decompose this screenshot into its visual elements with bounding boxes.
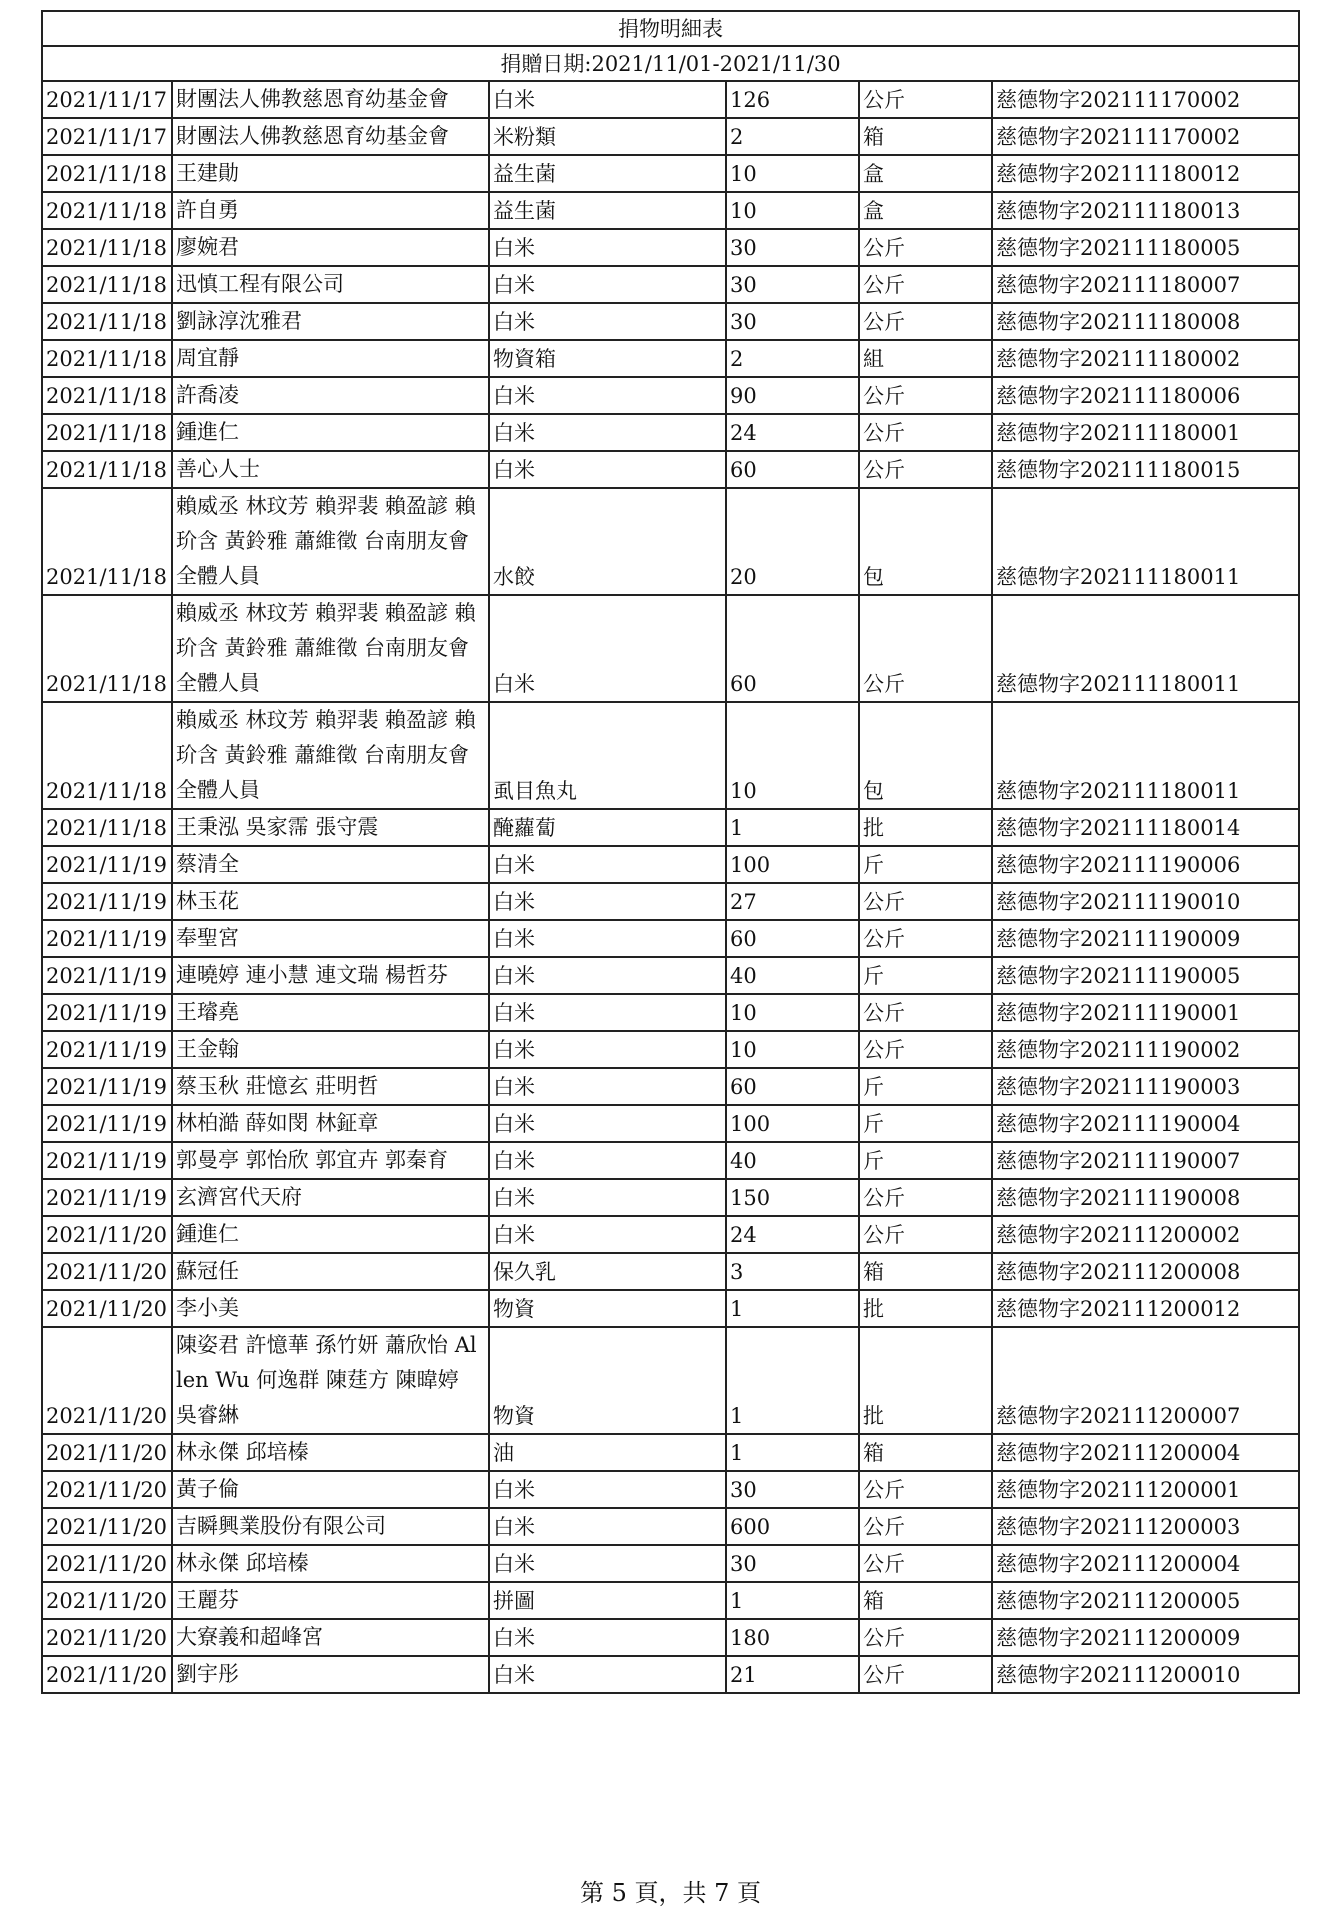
table-row <box>42 488 1299 595</box>
quantity-cell: 10 <box>726 192 859 229</box>
date-cell: 2021/11/20 <box>42 1656 172 1693</box>
donor-cell: 賴威丞 林玟芳 賴羿裴 賴盈諺 賴玠含 黃鈴雅 蕭維徵 台南朋友會全體人員 <box>172 488 489 595</box>
unit-cell: 公斤 <box>859 303 992 340</box>
date-cell: 2021/11/20 <box>42 1434 172 1471</box>
unit-cell: 箱 <box>859 118 992 155</box>
date-cell: 2021/11/19 <box>42 1105 172 1142</box>
quantity-cell: 30 <box>726 1545 859 1582</box>
item-cell: 白米 <box>489 81 726 118</box>
unit-cell: 公斤 <box>859 1545 992 1582</box>
item-cell: 白米 <box>489 1216 726 1253</box>
item-cell: 拼圖 <box>489 1582 726 1619</box>
donor-cell: 廖婉君 <box>172 229 489 266</box>
unit-cell: 箱 <box>859 1582 992 1619</box>
item-cell: 白米 <box>489 266 726 303</box>
quantity-cell: 100 <box>726 846 859 883</box>
donor-cell: 蔡清全 <box>172 846 489 883</box>
unit-cell: 公斤 <box>859 1216 992 1253</box>
item-cell: 白米 <box>489 1508 726 1545</box>
donor-cell: 奉聖宮 <box>172 920 489 957</box>
date-cell: 2021/11/20 <box>42 1216 172 1253</box>
table-row <box>42 377 1299 414</box>
receipt-no-cell: 慈德物字202111190006 <box>992 846 1299 883</box>
item-cell: 白米 <box>489 1105 726 1142</box>
item-cell: 白米 <box>489 1619 726 1656</box>
quantity-cell: 60 <box>726 1068 859 1105</box>
unit-cell: 公斤 <box>859 414 992 451</box>
quantity-cell: 24 <box>726 414 859 451</box>
date-cell: 2021/11/19 <box>42 1142 172 1179</box>
table-row <box>42 702 1299 809</box>
donor-cell: 王璿堯 <box>172 994 489 1031</box>
item-cell: 白米 <box>489 1142 726 1179</box>
table-row <box>42 303 1299 340</box>
table-row <box>42 229 1299 266</box>
table-row <box>42 1179 1299 1216</box>
quantity-cell: 60 <box>726 595 859 702</box>
quantity-cell: 60 <box>726 451 859 488</box>
table-row <box>42 809 1299 846</box>
donor-cell: 林玉花 <box>172 883 489 920</box>
quantity-cell: 30 <box>726 266 859 303</box>
quantity-cell: 10 <box>726 155 859 192</box>
title-row <box>42 11 1299 46</box>
donor-cell: 連曉婷 連小慧 連文瑞 楊哲芬 <box>172 957 489 994</box>
receipt-no-cell: 慈德物字202111200007 <box>992 1327 1299 1434</box>
unit-cell: 公斤 <box>859 1619 992 1656</box>
quantity-cell: 100 <box>726 1105 859 1142</box>
unit-cell: 公斤 <box>859 229 992 266</box>
receipt-no-cell: 慈德物字202111190005 <box>992 957 1299 994</box>
quantity-cell: 3 <box>726 1253 859 1290</box>
receipt-no-cell: 慈德物字202111170002 <box>992 81 1299 118</box>
donor-cell: 許喬凌 <box>172 377 489 414</box>
item-cell: 白米 <box>489 451 726 488</box>
item-cell: 白米 <box>489 303 726 340</box>
quantity-cell: 40 <box>726 957 859 994</box>
item-cell: 白米 <box>489 1656 726 1693</box>
unit-cell: 公斤 <box>859 994 992 1031</box>
donor-cell: 王建勛 <box>172 155 489 192</box>
item-cell: 益生菌 <box>489 155 726 192</box>
quantity-cell: 2 <box>726 340 859 377</box>
item-cell: 白米 <box>489 1031 726 1068</box>
receipt-no-cell: 慈德物字202111200005 <box>992 1582 1299 1619</box>
quantity-cell: 30 <box>726 1471 859 1508</box>
receipt-no-cell: 慈德物字202111180011 <box>992 488 1299 595</box>
donor-cell: 許自勇 <box>172 192 489 229</box>
date-cell: 2021/11/19 <box>42 846 172 883</box>
receipt-no-cell: 慈德物字202111180001 <box>992 414 1299 451</box>
table-row <box>42 1619 1299 1656</box>
date-cell: 2021/11/18 <box>42 229 172 266</box>
receipt-no-cell: 慈德物字202111180014 <box>992 809 1299 846</box>
table-row <box>42 1434 1299 1471</box>
item-cell: 白米 <box>489 1471 726 1508</box>
quantity-cell: 27 <box>726 883 859 920</box>
table-row <box>42 1105 1299 1142</box>
unit-cell: 包 <box>859 488 992 595</box>
table-row <box>42 920 1299 957</box>
item-cell: 米粉類 <box>489 118 726 155</box>
table-row <box>42 1582 1299 1619</box>
date-cell: 2021/11/18 <box>42 192 172 229</box>
quantity-cell: 60 <box>726 920 859 957</box>
item-cell: 白米 <box>489 229 726 266</box>
unit-cell: 公斤 <box>859 1471 992 1508</box>
receipt-no-cell: 慈德物字202111200004 <box>992 1545 1299 1582</box>
quantity-cell: 1 <box>726 1434 859 1471</box>
date-cell: 2021/11/18 <box>42 377 172 414</box>
receipt-no-cell: 慈德物字202111180012 <box>992 155 1299 192</box>
table-row <box>42 155 1299 192</box>
date-cell: 2021/11/20 <box>42 1253 172 1290</box>
receipt-no-cell: 慈德物字202111170002 <box>992 118 1299 155</box>
date-range-row <box>42 46 1299 81</box>
unit-cell: 批 <box>859 1290 992 1327</box>
unit-cell: 箱 <box>859 1253 992 1290</box>
table-row <box>42 994 1299 1031</box>
unit-cell: 斤 <box>859 1105 992 1142</box>
quantity-cell: 180 <box>726 1619 859 1656</box>
page-number: 第 5 頁，共 7 頁 <box>579 1879 762 1907</box>
item-cell: 虱目魚丸 <box>489 702 726 809</box>
item-cell: 物資 <box>489 1327 726 1434</box>
receipt-no-cell: 慈德物字202111190002 <box>992 1031 1299 1068</box>
donor-cell: 周宜靜 <box>172 340 489 377</box>
date-cell: 2021/11/20 <box>42 1545 172 1582</box>
unit-cell: 斤 <box>859 1068 992 1105</box>
unit-cell: 公斤 <box>859 377 992 414</box>
item-cell: 白米 <box>489 595 726 702</box>
table-row <box>42 1031 1299 1068</box>
table-row <box>42 1508 1299 1545</box>
date-cell: 2021/11/19 <box>42 883 172 920</box>
date-cell: 2021/11/18 <box>42 340 172 377</box>
receipt-no-cell: 慈德物字202111200003 <box>992 1508 1299 1545</box>
donor-cell: 蔡玉秋 莊憶玄 莊明哲 <box>172 1068 489 1105</box>
date-cell: 2021/11/18 <box>42 266 172 303</box>
item-cell: 白米 <box>489 414 726 451</box>
donor-cell: 黃子倫 <box>172 1471 489 1508</box>
donor-cell: 財團法人佛教慈恩育幼基金會 <box>172 118 489 155</box>
table-title: 捐物明細表 <box>42 11 1299 46</box>
table-row <box>42 192 1299 229</box>
quantity-cell: 24 <box>726 1216 859 1253</box>
donor-cell: 賴威丞 林玟芳 賴羿裴 賴盈諺 賴玠含 黃鈴雅 蕭維徵 台南朋友會全體人員 <box>172 595 489 702</box>
receipt-no-cell: 慈德物字202111180006 <box>992 377 1299 414</box>
table-row <box>42 883 1299 920</box>
table-row <box>42 451 1299 488</box>
unit-cell: 公斤 <box>859 81 992 118</box>
quantity-cell: 10 <box>726 702 859 809</box>
unit-cell: 公斤 <box>859 595 992 702</box>
quantity-cell: 30 <box>726 229 859 266</box>
date-cell: 2021/11/20 <box>42 1582 172 1619</box>
date-cell: 2021/11/18 <box>42 809 172 846</box>
unit-cell: 公斤 <box>859 920 992 957</box>
item-cell: 白米 <box>489 994 726 1031</box>
item-cell: 物資箱 <box>489 340 726 377</box>
receipt-no-cell: 慈德物字202111180002 <box>992 340 1299 377</box>
date-cell: 2021/11/17 <box>42 81 172 118</box>
date-cell: 2021/11/18 <box>42 414 172 451</box>
quantity-cell: 600 <box>726 1508 859 1545</box>
receipt-no-cell: 慈德物字202111200004 <box>992 1434 1299 1471</box>
date-cell: 2021/11/20 <box>42 1508 172 1545</box>
item-cell: 白米 <box>489 1545 726 1582</box>
unit-cell: 公斤 <box>859 1179 992 1216</box>
unit-cell: 斤 <box>859 846 992 883</box>
donor-cell: 郭曼亭 郭怡欣 郭宜卉 郭秦育 <box>172 1142 489 1179</box>
donor-cell: 王秉泓 吳家霈 張守震 <box>172 809 489 846</box>
table-row <box>42 1471 1299 1508</box>
item-cell: 白米 <box>489 846 726 883</box>
date-cell: 2021/11/20 <box>42 1327 172 1434</box>
donor-cell: 吉瞬興業股份有限公司 <box>172 1508 489 1545</box>
receipt-no-cell: 慈德物字202111200002 <box>992 1216 1299 1253</box>
table-row <box>42 1656 1299 1693</box>
quantity-cell: 30 <box>726 303 859 340</box>
table-row <box>42 1216 1299 1253</box>
date-cell: 2021/11/19 <box>42 920 172 957</box>
date-cell: 2021/11/18 <box>42 595 172 702</box>
receipt-no-cell: 慈德物字202111190010 <box>992 883 1299 920</box>
receipt-no-cell: 慈德物字202111190008 <box>992 1179 1299 1216</box>
item-cell: 水餃 <box>489 488 726 595</box>
donor-cell: 陳姿君 許憶華 孫竹妍 蕭欣怡 Allen Wu 何逸群 陳莛方 陳暐婷 吳睿綝 <box>172 1327 489 1434</box>
quantity-cell: 20 <box>726 488 859 595</box>
quantity-cell: 10 <box>726 994 859 1031</box>
receipt-no-cell: 慈德物字202111200001 <box>992 1471 1299 1508</box>
donor-cell: 玄濟宮代天府 <box>172 1179 489 1216</box>
table-row <box>42 1545 1299 1582</box>
unit-cell: 包 <box>859 702 992 809</box>
receipt-no-cell: 慈德物字202111180013 <box>992 192 1299 229</box>
date-cell: 2021/11/19 <box>42 1068 172 1105</box>
date-cell: 2021/11/18 <box>42 451 172 488</box>
receipt-no-cell: 慈德物字202111180008 <box>992 303 1299 340</box>
quantity-cell: 1 <box>726 1290 859 1327</box>
quantity-cell: 150 <box>726 1179 859 1216</box>
receipt-no-cell: 慈德物字202111190004 <box>992 1105 1299 1142</box>
unit-cell: 盒 <box>859 192 992 229</box>
receipt-no-cell: 慈德物字202111180015 <box>992 451 1299 488</box>
table-row <box>42 1068 1299 1105</box>
date-cell: 2021/11/19 <box>42 1031 172 1068</box>
receipt-no-cell: 慈德物字202111200008 <box>992 1253 1299 1290</box>
quantity-cell: 10 <box>726 1031 859 1068</box>
table-row <box>42 414 1299 451</box>
receipt-no-cell: 慈德物字202111180011 <box>992 702 1299 809</box>
quantity-cell: 1 <box>726 809 859 846</box>
date-cell: 2021/11/19 <box>42 957 172 994</box>
receipt-no-cell: 慈德物字202111200010 <box>992 1656 1299 1693</box>
date-cell: 2021/11/20 <box>42 1471 172 1508</box>
receipt-no-cell: 慈德物字202111190009 <box>992 920 1299 957</box>
donor-cell: 王麗芬 <box>172 1582 489 1619</box>
unit-cell: 公斤 <box>859 1508 992 1545</box>
table-row <box>42 1290 1299 1327</box>
table-row <box>42 81 1299 118</box>
item-cell: 白米 <box>489 920 726 957</box>
unit-cell: 公斤 <box>859 1031 992 1068</box>
unit-cell: 斤 <box>859 1142 992 1179</box>
donor-cell: 鍾進仁 <box>172 1216 489 1253</box>
date-cell: 2021/11/18 <box>42 702 172 809</box>
receipt-no-cell: 慈德物字202111180005 <box>992 229 1299 266</box>
donor-cell: 大寮義和超峰宮 <box>172 1619 489 1656</box>
date-cell: 2021/11/19 <box>42 1179 172 1216</box>
item-cell: 醃蘿蔔 <box>489 809 726 846</box>
unit-cell: 組 <box>859 340 992 377</box>
date-cell: 2021/11/18 <box>42 155 172 192</box>
donor-cell: 迅慎工程有限公司 <box>172 266 489 303</box>
receipt-no-cell: 慈德物字202111190007 <box>992 1142 1299 1179</box>
donor-cell: 財團法人佛教慈恩育幼基金會 <box>172 81 489 118</box>
table-row <box>42 1142 1299 1179</box>
quantity-cell: 1 <box>726 1582 859 1619</box>
item-cell: 白米 <box>489 1068 726 1105</box>
donor-cell: 善心人士 <box>172 451 489 488</box>
date-cell: 2021/11/18 <box>42 303 172 340</box>
unit-cell: 箱 <box>859 1434 992 1471</box>
donor-cell: 蘇冠任 <box>172 1253 489 1290</box>
table-row <box>42 1253 1299 1290</box>
receipt-no-cell: 慈德物字202111190001 <box>992 994 1299 1031</box>
item-cell: 油 <box>489 1434 726 1471</box>
donor-cell: 劉宇彤 <box>172 1656 489 1693</box>
item-cell: 白米 <box>489 883 726 920</box>
item-cell: 白米 <box>489 957 726 994</box>
date-cell: 2021/11/20 <box>42 1290 172 1327</box>
unit-cell: 批 <box>859 1327 992 1434</box>
quantity-cell: 40 <box>726 1142 859 1179</box>
quantity-cell: 2 <box>726 118 859 155</box>
date-cell: 2021/11/19 <box>42 994 172 1031</box>
donor-cell: 劉詠淳沈雅君 <box>172 303 489 340</box>
donor-cell: 賴威丞 林玟芳 賴羿裴 賴盈諺 賴玠含 黃鈴雅 蕭維徵 台南朋友會全體人員 <box>172 702 489 809</box>
unit-cell: 斤 <box>859 957 992 994</box>
unit-cell: 公斤 <box>859 451 992 488</box>
donor-cell: 林柏澔 薛如閔 林鉦章 <box>172 1105 489 1142</box>
quantity-cell: 21 <box>726 1656 859 1693</box>
table-row <box>42 846 1299 883</box>
receipt-no-cell: 慈德物字202111190003 <box>992 1068 1299 1105</box>
table-row <box>42 266 1299 303</box>
donor-cell: 林永傑 邱培榛 <box>172 1434 489 1471</box>
item-cell: 白米 <box>489 377 726 414</box>
table-row <box>42 1327 1299 1434</box>
receipt-no-cell: 慈德物字202111200009 <box>992 1619 1299 1656</box>
item-cell: 物資 <box>489 1290 726 1327</box>
table-row <box>42 340 1299 377</box>
date-cell: 2021/11/20 <box>42 1619 172 1656</box>
donor-cell: 李小美 <box>172 1290 489 1327</box>
unit-cell: 批 <box>859 809 992 846</box>
table-row <box>42 595 1299 702</box>
receipt-no-cell: 慈德物字202111180011 <box>992 595 1299 702</box>
quantity-cell: 126 <box>726 81 859 118</box>
unit-cell: 公斤 <box>859 883 992 920</box>
table-row <box>42 957 1299 994</box>
donor-cell: 林永傑 邱培榛 <box>172 1545 489 1582</box>
item-cell: 益生菌 <box>489 192 726 229</box>
table-row <box>42 118 1299 155</box>
donor-cell: 鍾進仁 <box>172 414 489 451</box>
date-cell: 2021/11/17 <box>42 118 172 155</box>
date-cell: 2021/11/18 <box>42 488 172 595</box>
item-cell: 白米 <box>489 1179 726 1216</box>
receipt-no-cell: 慈德物字202111180007 <box>992 266 1299 303</box>
quantity-cell: 90 <box>726 377 859 414</box>
receipt-no-cell: 慈德物字202111200012 <box>992 1290 1299 1327</box>
unit-cell: 公斤 <box>859 266 992 303</box>
date-range: 捐贈日期:2021/11/01-2021/11/30 <box>42 46 1299 81</box>
unit-cell: 公斤 <box>859 1656 992 1693</box>
item-cell: 保久乳 <box>489 1253 726 1290</box>
donor-cell: 王金翰 <box>172 1031 489 1068</box>
unit-cell: 盒 <box>859 155 992 192</box>
quantity-cell: 1 <box>726 1327 859 1434</box>
donation-table <box>41 10 1300 1694</box>
